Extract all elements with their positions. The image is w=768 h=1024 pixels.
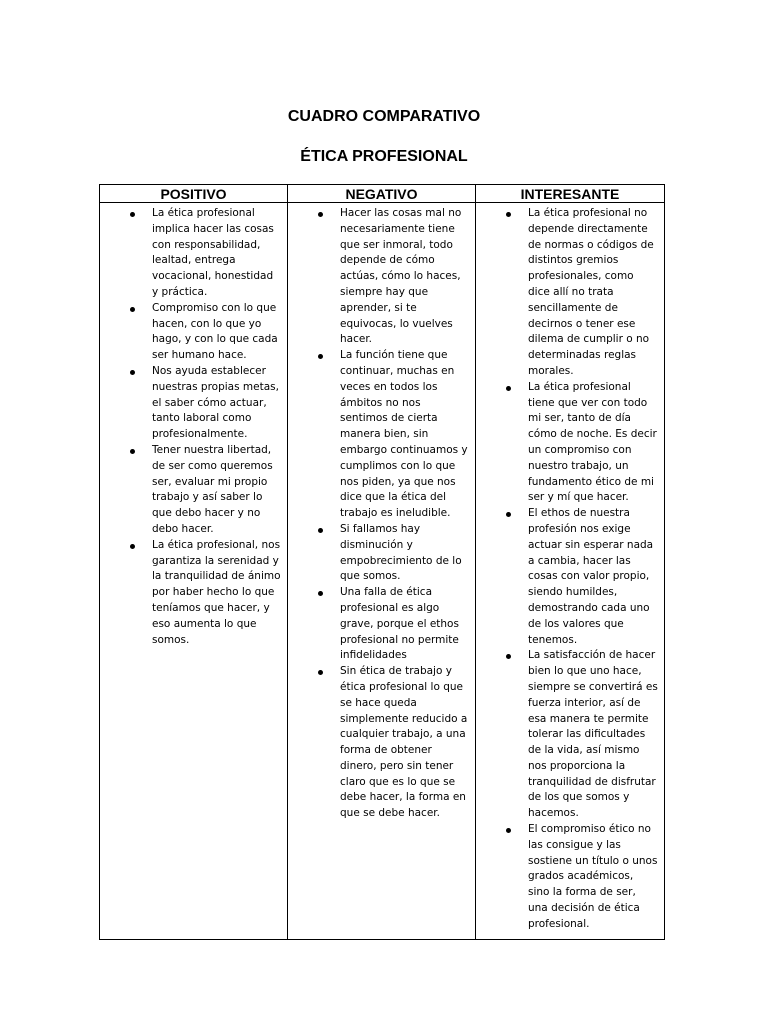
bullet-icon [130, 449, 135, 454]
list-item-text: Sin ética de trabajo y ética profesional lo que se hace queda simplemente reducido a cualquier trabajo, a una forma de obtener dinero, pero sin tener claro que es lo que se debe hacer, la forma en que se debe hacer. [340, 665, 468, 820]
list-item-text: Tener nuestra libertad, de ser como queremos ser, evaluar mi propio trabajo y así saber lo que debo hacer y no debo hacer. [152, 443, 273, 535]
bullet-icon [130, 307, 135, 312]
positivo-list [104, 206, 283, 648]
list-item-text: La satisfacción de hacer bien lo que uno hace, siempre se convertirá es fuerza interior, así de esa manera te permite tolerar las dificultades de la vida, así mismo nos proporciona la tranquilidad de disfrutar de los que somos y hacemos. [528, 649, 658, 820]
list-item [104, 364, 283, 443]
list-item-text: La ética profesional tiene que ver con todo mi ser, tanto de día cómo de noche. Es decir un compromiso con nuestro trabajo, un fundamento ético de mi ser y mí que hacer. [528, 380, 657, 504]
interesante-cell [476, 203, 665, 940]
bullet-icon [318, 212, 323, 217]
document-title: CUADRO COMPARATIVO [287, 108, 481, 125]
list-item [292, 348, 471, 522]
list-item [480, 206, 660, 380]
bullet-icon [506, 828, 511, 833]
list-item-text: La ética profesional, nos garantiza la serenidad y la tranquilidad de ánimo por haber hecho lo que teníamos que hacer, y eso aumenta lo que somos. [152, 538, 281, 646]
column-header-negativo: NEGATIVO [288, 185, 476, 203]
negativo-list [292, 206, 471, 822]
bullet-icon [130, 370, 135, 375]
bullet-icon [318, 591, 323, 596]
list-item [480, 506, 660, 648]
list-item [104, 301, 283, 364]
list-item-text: Hacer las cosas mal no necesariamente tiene que ser inmoral, todo depende de cómo actúas, cómo lo haces, siempre hay que aprender, si te equivocas, lo vuelves hacer. [340, 207, 462, 346]
list-item [292, 206, 471, 348]
interesante-list [480, 206, 660, 933]
table-header-row [100, 185, 665, 203]
list-item [292, 522, 471, 585]
bullet-icon [318, 670, 323, 675]
list-item-text: El ethos de nuestra profesión nos exige actuar sin esperar nada a cambia, hacer las cosas con valor propio, siendo humildes, demostrando cada uno de los valores que tenemos. [528, 507, 654, 646]
negativo-cell [288, 203, 476, 940]
table-body-row [100, 203, 665, 940]
column-header-interesante: INTERESANTE [476, 185, 665, 203]
list-item-text: Compromiso con lo que hacen, con lo que yo hago, y con lo que cada ser humano hace. [152, 301, 278, 362]
positivo-cell [100, 203, 288, 940]
list-item [292, 664, 471, 822]
bullet-icon [130, 544, 135, 549]
list-item-text: La ética profesional no depende directamente de normas o códigos de distintos gremios profesionales, como dice allí no trata sencillamente de decirnos o tener ese dilema de cumplir o no determinadas reglas morales. [528, 207, 654, 377]
list-item-text: La ética profesional implica hacer las cosas con responsabilidad, lealtad, entrega vocacional, honestidad y práctica. [152, 207, 274, 298]
bullet-icon [506, 212, 511, 217]
list-item [480, 380, 660, 506]
list-item [292, 585, 471, 664]
bullet-icon [506, 654, 511, 659]
list-item-text: La función tiene que continuar, muchas en veces en todos los ámbitos no nos sentimos de cierta manera bien, sin embargo continuamos y cumplimos con lo que nos piden, ya que nos dice que la ética del trabajo es ineludible. [340, 349, 468, 520]
list-item-text: Nos ayuda establecer nuestras propias metas, el saber cómo actuar, tanto laboral como profesionalmente. [152, 364, 279, 441]
list-item-text: El compromiso ético no las consigue y las sostiene un título o unos grados académicos, sino la forma de ser, una decisión de ética profesional. [528, 823, 658, 930]
comparison-table [99, 184, 665, 940]
list-item [104, 443, 283, 538]
list-item [104, 206, 283, 301]
list-item [480, 648, 660, 822]
bullet-icon [318, 528, 323, 533]
column-header-positivo: POSITIVO [100, 185, 288, 203]
document-subtitle: ÉTICA PROFESIONAL [300, 148, 468, 165]
list-item [480, 822, 660, 933]
bullet-icon [506, 386, 511, 391]
list-item-text: Una falla de ética profesional es algo grave, porque el ethos profesional no permite infidelidades [340, 586, 459, 662]
bullet-icon [506, 512, 511, 517]
list-item [104, 538, 283, 649]
bullet-icon [318, 354, 323, 359]
list-item-text: Si fallamos hay disminución y empobrecimiento de lo que somos. [340, 522, 462, 583]
bullet-icon [130, 212, 135, 217]
